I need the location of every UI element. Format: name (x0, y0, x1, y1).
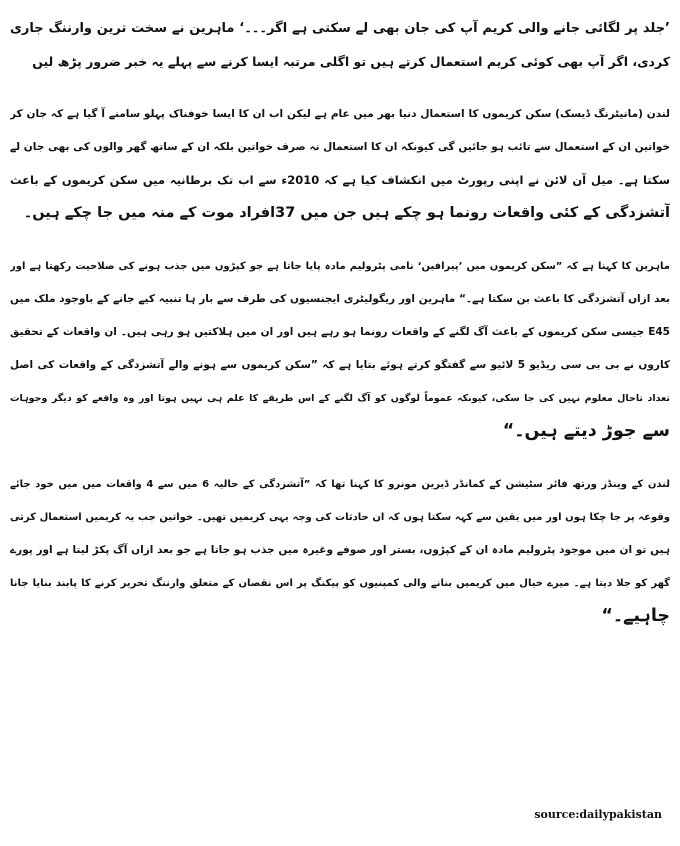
text-line: لندن (مانیٹرنگ ڈیسک) سکن کریموں کا استعمال دنیا بھر میں عام ہے لیکن اب ان کا ایسا خوفناک پہلو سامنے آ گیا ہے کہ جان کر (10, 108, 670, 120)
body-paragraph (10, 98, 670, 230)
text-line: سے جوڑ دیتے ہیں۔“ (502, 421, 670, 441)
source-credit: source:dailypakistan (534, 808, 662, 821)
headline-paragraph (10, 12, 670, 78)
text-line: آتشزدگی کے کئی واقعات رونما ہو چکے ہیں جن میں 37افراد موت کے منہ میں جا چکے ہیں۔ (23, 205, 670, 221)
text-line: سکتا ہے۔ میل آن لائن نے اپنی رپورٹ میں انکشاف کیا ہے کہ 2010ء سے اب تک برطانیہ میں سکن کریموں کے باعث (10, 173, 670, 187)
text-line: تعداد تاحال معلوم نہیں کی جا سکی، کیونکہ عموماً لوگوں کو آگ لگنے کے اس طریقے کا علم ہی نہیں ہوتا اور وہ واقعے کو دیگر وجوہات (10, 393, 670, 404)
text-line: خواتین ان کے استعمال سے تائب ہو جائیں گی کیونکہ ان کا استعمال نہ صرف خواتین بلکہ ان کے ساتھ گھر والوں کی بھی جان لے (10, 141, 670, 153)
text-line: ہیں تو ان میں موجود پٹرولیم مادہ ان کے کپڑوں، بستر اور صوفے وغیرہ میں جذب ہو جاتا ہے جو بعد ازاں آگ پکڑ لیتا ہے اور پورے (10, 544, 670, 556)
text-line: بعد ازاں آتشزدگی کا باعث بن سکتا ہے۔“ ماہرین اور ریگولیٹری ایجنسیوں کی طرف سے بار ہا تنبیہ کیے جانے کے باوجود ملک میں (10, 293, 670, 305)
body-paragraph (10, 468, 670, 633)
body-paragraph (10, 250, 670, 448)
text-line: گھر کو جلا دیتا ہے۔ میرے خیال میں کریمیں بنانے والی کمپنیوں کو پیکنگ پر اس نقصان کے متعلق وارننگ تحریر کرنے کا پابند بنایا جانا (10, 578, 670, 589)
text-line: E45 جیسی سکن کریموں کے باعث آگ لگنے کے واقعات رونما ہو رہے ہیں اور ان میں ہلاکتیں ہو رہی ہیں۔ ان واقعات کے تحقیق (10, 326, 670, 338)
text-line: کردی، اگر آپ بھی کوئی کریم استعمال کرتے ہیں تو اگلی مرتبہ ایسا کرنے سے پہلے یہ خبر ضرور پڑھ لیں (32, 54, 670, 69)
text-line: ماہرین کا کہنا ہے کہ ”سکن کریموں میں ’پیرافین‘ نامی پٹرولیم مادہ پایا جاتا ہے جو کپڑوں میں جذب ہونے کی صلاحیت رکھتا ہے اور (10, 261, 670, 272)
text-line: ’جلد پر لگائی جانے والی کریم آپ کی جان بھی لے سکتی ہے اگر۔۔۔‘ ماہرین نے سخت ترین وارننگ جاری (10, 21, 670, 36)
article-body (10, 12, 670, 653)
text-line: چاہیے۔“ (601, 606, 670, 626)
text-line: کاروں نے بی بی سی ریڈیو 5 لائیو سے گفتگو کرتے ہوئے بتایا ہے کہ ”سکن کریموں سے ہونے والے آتشزدگی کے واقعات کی اصل (10, 359, 670, 371)
text-line: لندن کے وینڈز ورتھ فائر سٹیشن کے کمانڈر ڈیرین مونرو کا کہنا تھا کہ ”آتشزدگی کے حالیہ 6 میں سے 4 واقعات میں میں خود جائے (10, 479, 670, 490)
text-line: وقوعہ پر جا چکا ہوں اور میں یقین سے کہہ سکتا ہوں کہ ان حادثات کی وجہ یہی کریمیں تھیں۔ خواتین جب یہ کریمیں استعمال کرتی (10, 512, 670, 523)
